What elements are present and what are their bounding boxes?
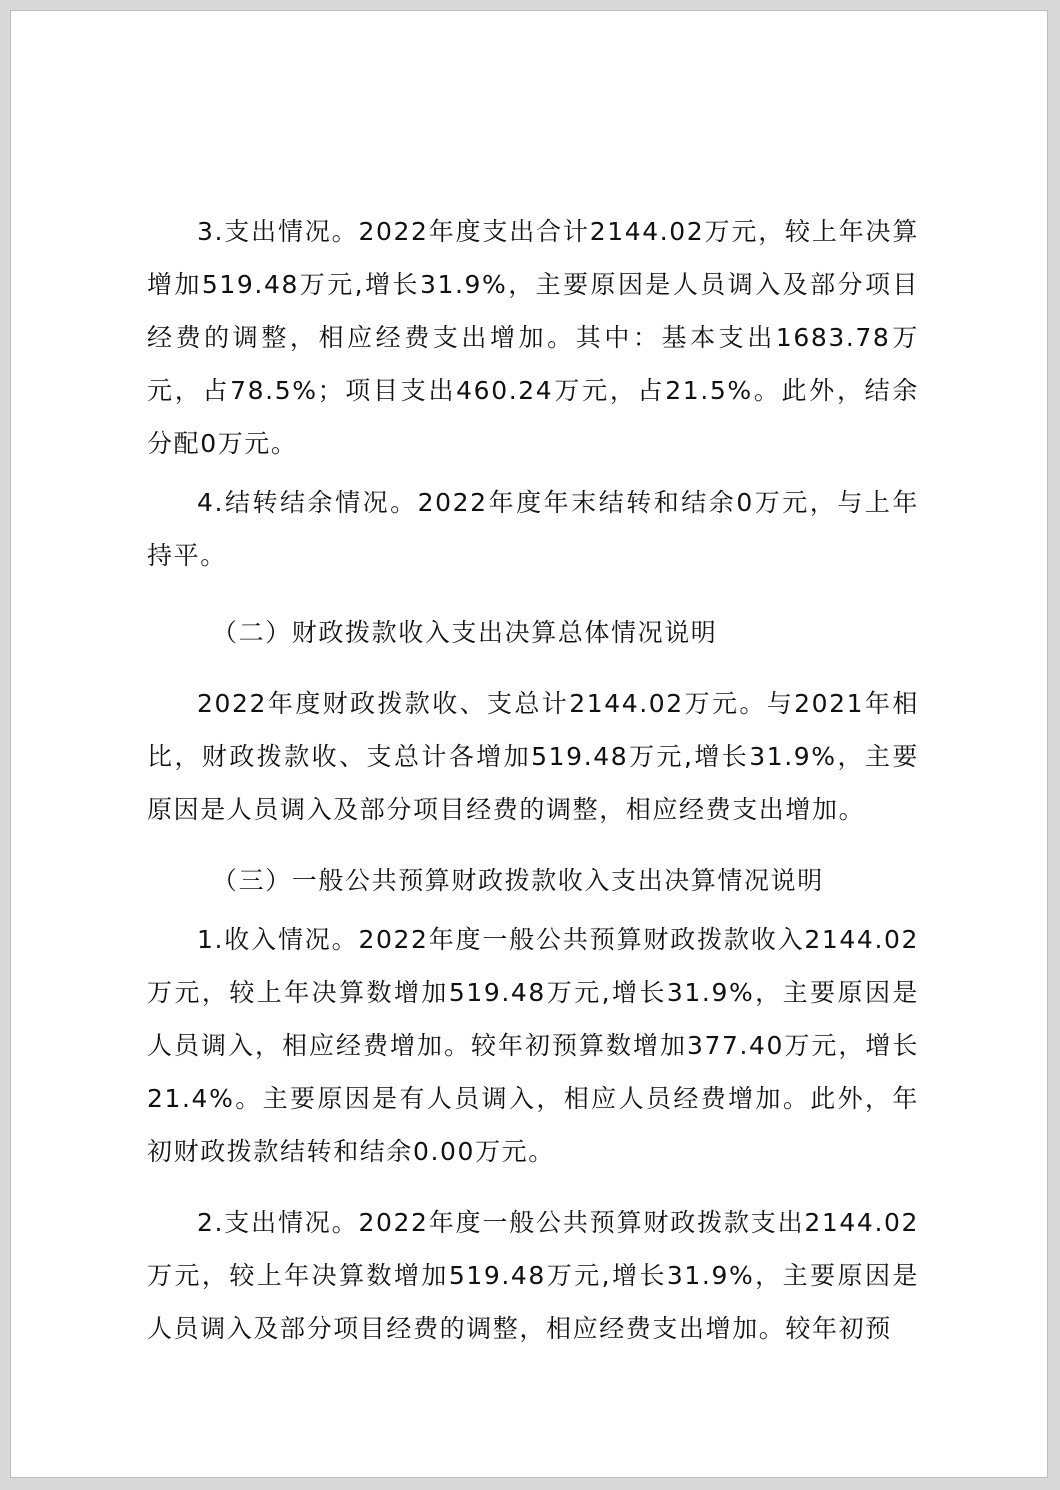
paragraph-general-expenditure: 2.支出情况。2022年度一般公共预算财政拨款支出2144.02万元，较上年决算数增加519.48万元,增长31.9%，主要原因是人员调入及部分项目经费的调整，相应经费支出增加。较年初预	[147, 1208, 919, 1343]
paragraph-carryover: 4.结转结余情况。2022年度年末结转和结余0万元，与上年持平。	[147, 488, 919, 570]
paragraph-fiscal-summary: 2022年度财政拨款收、支总计2144.02万元。与2021年相比，财政拨款收、支总计各增加519.48万元,增长31.9%，主要原因是人员调入及部分项目经费的调整，相应经费支出增加。	[147, 689, 919, 824]
paragraph-general-income: 1.收入情况。2022年度一般公共预算财政拨款收入2144.02万元，较上年决算数增加519.48万元,增长31.9%，主要原因是人员调入，相应经费增加。较年初预算数增加377.40万元，增长21.4%。主要原因是有人员调入，相应人员经费增加。此外，年初财政拨款结转和结余0.00万元。	[147, 925, 919, 1166]
document-page	[10, 10, 1048, 1478]
section-heading-general-budget: （三）一般公共预算财政拨款收入支出决算情况说明	[212, 866, 824, 895]
document-body	[147, 205, 919, 1355]
paragraph-expenditure: 3.支出情况。2022年度支出合计2144.02万元，较上年决算增加519.48万元,增长31.9%，主要原因是人员调入及部分项目经费的调整，相应经费支出增加。其中：基本支出1683.78万元，占78.5%；项目支出460.24万元，占21.5%。此外，结余分配0万元。	[147, 217, 919, 458]
section-heading-fiscal-appropriation: （二）财政拨款收入支出决算总体情况说明	[212, 618, 718, 647]
